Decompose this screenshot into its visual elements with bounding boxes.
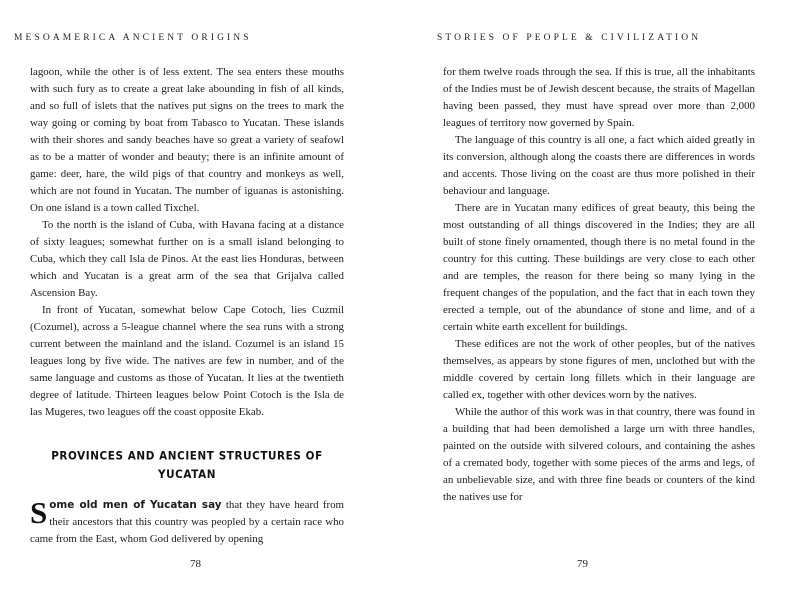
running-head: MESOAMERICA ANCIENT ORIGINS bbox=[14, 33, 252, 43]
drop-cap: S bbox=[30, 495, 48, 530]
left-page bbox=[0, 0, 392, 600]
paragraph: In front of Yucatan, somewhat below Cape Cotoch, lies Cuzmil (Cozumel), across a 5-league channel where the sea runs with a strong current between the mainland and the island. Cozumel is an island 15 leagues long by five wide. The natives are few in number, and of the same language and customs as those of Yucatan. It lies at the twentieth degree of latitude. Thirteen leagues below Point Cotoch is the Isla de las Mugeres, two leagues off the coast opposite Ekab. bbox=[30, 304, 344, 418]
running-head: STORIES OF PEOPLE & CIVILIZATION bbox=[437, 33, 702, 43]
paragraph: While the author of this work was in that country, there was found in a building that had been demolished a large urn with three handles, painted on the outside with silvered colours, and containing the ashes of a cremated body, together with some pieces of the arms and legs, of an unbelievable size, and with three fine beads or counters of the kind the natives use for bbox=[443, 406, 755, 503]
right-page bbox=[393, 0, 785, 600]
section-heading: PROVINCES AND ANCIENT STRUCTURES OF YUCATAN bbox=[51, 449, 323, 482]
lead-in: ome old men of Yucatan say bbox=[49, 499, 222, 511]
paragraph: These edifices are not the work of other peoples, but of the natives themselves, as appears by stone figures of men, unclothed but with the middle covered by certain long fillets which in their language are called ex, together with other devices worn by the natives. bbox=[443, 338, 755, 401]
page-number: 79 bbox=[577, 558, 588, 570]
page-body bbox=[30, 64, 344, 548]
section-paragraph bbox=[30, 497, 344, 548]
paragraph: To the north is the island of Cuba, with Havana facing at a distance of sixty leagues; somewhat further on is a small island belonging to Cuba, which they call Isla de Pinos. At the east lies Honduras, between which and Yucatan is a great arm of the sea that Grijalva called Ascension Bay. bbox=[30, 219, 344, 299]
paragraph: lagoon, while the other is of less extent. The sea enters these mouths with such fury as to create a great lake abounding in fish of all kinds, and so full of islets that the natives put signs on the trees to mark the way going or coming by boat from Tabasco to Yucatan. These islands with their shores and sandy beaches have so great a variety of seafowl as to be a matter of wonder and beauty; there is an infinite amount of game: deer, hare, the wild pigs of that country and monkeys as well, which are not found in Yucatan. The number of iguanas is astonishing. On one island is a town called Tixchel. bbox=[30, 66, 344, 214]
page-number: 78 bbox=[190, 558, 201, 570]
paragraph: The language of this country is all one, a fact which aided greatly in its conversion, although along the coasts there are differences in words and accents. Those living on the coast are thus more polished in their behaviour and language. bbox=[443, 134, 755, 197]
paragraph: for them twelve roads through the sea. If this is true, all the inhabitants of the Indies must be of Jewish descent because, the straits of Magellan having been passed, they must have spread over more than 2,000 leagues of territory now governed by Spain. bbox=[443, 66, 755, 129]
paragraph: There are in Yucatan many edifices of great beauty, this being the most outstanding of all things discovered in the Indies; they are all built of stone finely ornamented, though there is no metal found in the country for this cutting. These buildings are very close to each other and are temples, the reason for there being so many lying in the frequent changes of the population, and the fact that in each town they erected a temple, out of the abundance of stone and lime, and of a certain white earth excellent for buildings. bbox=[443, 202, 755, 333]
section-text: that they have heard from their ancestors that this country was peopled by a certain race who came from the East, whom God delivered by opening bbox=[30, 499, 345, 545]
page-body bbox=[443, 64, 755, 506]
